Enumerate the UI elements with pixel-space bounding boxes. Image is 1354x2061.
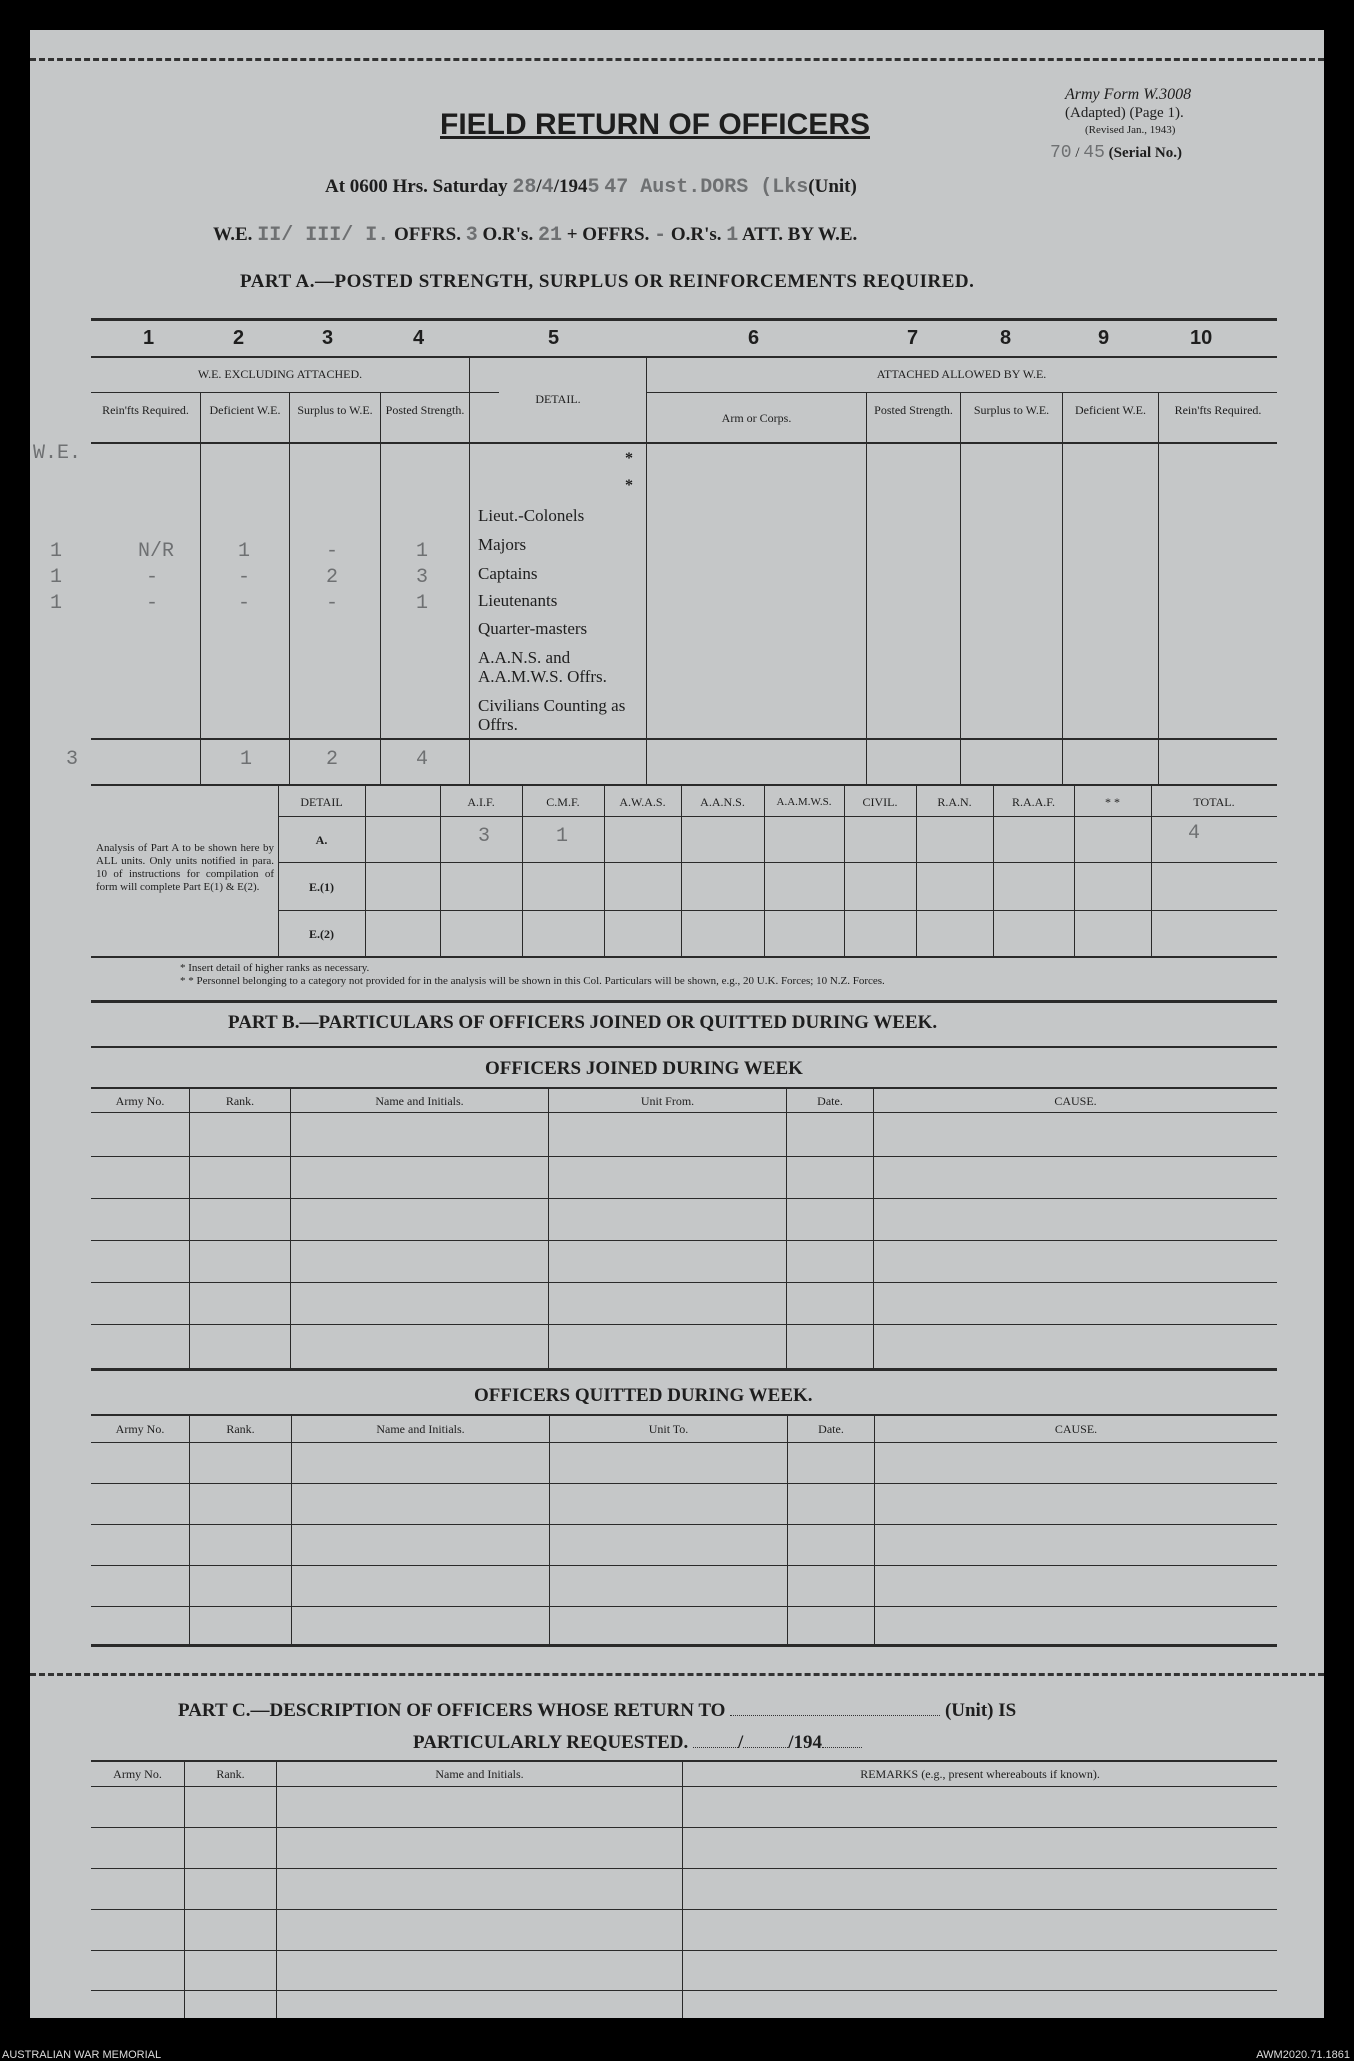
quitted-header: Unit To. [648,1422,689,1436]
col-header: Posted Strength. [385,403,465,417]
caption-left: AUSTRALIAN WAR MEMORIAL [2,2049,162,2061]
total-cell: 4 [416,748,429,771]
col-number: 3 [322,327,334,349]
col-number: 8 [1000,327,1012,349]
rule [91,738,1277,740]
perforation [30,1673,1324,1676]
rule [873,1087,874,1368]
star-marker: * [625,450,633,467]
rule [549,1414,550,1644]
header-line2: W.E. II/ III/ I. OFFRS. 3 O.R's. 21 + OFFRS. - O.R's. 1 ATT. BY W.E. [213,224,858,247]
detail-row: Majors [478,535,527,554]
day-blank[interactable] [693,1747,738,1748]
rule [91,1565,1277,1566]
caption-right: AWM2020.71.1861 [1256,2049,1350,2061]
typed-cell: 2 [326,566,339,589]
part-c-header: Army No. [113,1767,162,1781]
part-c-header: Name and Initials. [435,1767,524,1781]
rule [522,786,523,956]
col-header: Posted Strength. [874,403,953,417]
rule [91,1414,1277,1416]
unit-blank[interactable] [730,1715,940,1716]
rule [91,1282,1277,1283]
analysis-header: DETAIL [300,795,343,809]
quitted-header: Rank. [226,1422,255,1436]
margin-value: 1 [50,566,63,589]
rule [91,1760,1277,1762]
rule [91,1324,1277,1325]
rule [289,392,290,784]
analysis-header: R.A.A.F. [1011,795,1056,809]
rule [681,786,682,956]
rule [844,786,845,956]
typed-cell: 3 [416,566,429,589]
rule [189,1414,190,1644]
rule [764,786,765,956]
rule [440,786,441,956]
rule [91,1368,1277,1371]
year-blank[interactable] [822,1747,862,1748]
col-header: Deficient W.E. [209,403,281,417]
rule [786,1087,787,1368]
joined-header: Army No. [115,1094,165,1108]
typed-cell: 1 [416,540,429,563]
col-header: Surplus to W.E. [973,403,1050,417]
part-c-subtitle: PARTICULARLY REQUESTED. / /194 [413,1732,862,1754]
total-cell: 1 [240,748,253,771]
analysis-header: R.A.N. [937,795,972,809]
analysis-row-label: E.(2) [309,927,334,941]
rule [91,442,1277,444]
form-id-line3: (Revised Jan., 1943) [1085,124,1176,136]
margin-value: 1 [50,540,63,563]
col-number: 6 [748,327,760,349]
typed-cell: - [238,592,251,615]
footnote: * Insert detail of higher ranks as necessary. [180,962,370,974]
analysis-header: C.M.F. [546,795,580,809]
margin-we: W.E. [33,442,82,465]
rule [1062,392,1063,784]
rule [960,392,961,784]
rule [91,1156,1277,1157]
rule [91,1483,1277,1484]
quitted-header: Army No. [115,1422,165,1436]
rule [91,1990,1277,1991]
month-blank[interactable] [743,1747,788,1748]
col-number: 9 [1098,327,1110,349]
rule [916,786,917,956]
header-line1: At 0600 Hrs. Saturday 28/4/1945 47 Aust.DORS (Lks(Unit) [325,176,857,199]
joined-header: Unit From. [640,1094,695,1108]
col-number: 5 [548,327,560,349]
analysis-header: TOTAL. [1193,795,1235,809]
detail-row: Captains [478,564,538,583]
rule [91,1198,1277,1199]
total-cell: 2 [326,748,339,771]
rule [91,956,1277,958]
analysis-header: A.W.A.S. [619,795,666,809]
analysis-header: * * [1105,795,1120,809]
rule [469,356,470,784]
col-header: Surplus to W.E. [297,403,373,417]
analysis-header: A.A.N.S. [700,795,745,809]
rule [91,1442,1277,1443]
part-a-title: PART A.—POSTED STRENGTH, SURPLUS OR REINFORCEMENTS REQUIRED. [240,271,975,292]
group-header-left: W.E. EXCLUDING ATTACHED. [197,367,363,381]
rule [184,1760,185,2018]
quitted-header: Name and Initials. [376,1422,465,1436]
analysis-cmf: 1 [556,825,569,848]
typed-cell: N/R [138,540,175,563]
typed-cell: 1 [416,592,429,615]
col-number: 7 [907,327,919,349]
rule [993,786,994,956]
analysis-row-label: A. [315,833,328,847]
typed-cell: - [326,592,339,615]
analysis-total: 4 [1188,822,1201,845]
part-c-header: Rank. [216,1767,245,1781]
rule [278,816,1277,817]
analysis-note: Analysis of Part A to be shown here by ALL units. Only units notified in para. 10 of instructions for compilation of form will complete Part E(1) & E(2). [96,842,274,893]
analysis-row-label: E.(1) [309,880,334,894]
rule [91,1950,1277,1951]
footnote: * * Personnel belonging to a category not provided for in the analysis will be shown in this Col. Particulars will be shown, e.g., 20 U.K. Forces; 10 N.Z. Forces. [180,975,885,987]
rule [91,1046,1277,1048]
rule [91,1644,1277,1647]
rule [91,784,1277,786]
rule [91,1240,1277,1241]
col-header: Rein'fts Required. [1174,403,1262,417]
typed-cell: - [146,566,159,589]
top-perforation [30,58,1324,61]
rule [91,1000,1277,1003]
rule [290,1087,291,1368]
quitted-header: CAUSE. [1054,1422,1098,1436]
rule [91,1087,1277,1089]
rule [91,1827,1277,1828]
col-number: 2 [233,327,245,349]
col-header: Arm or Corps. [721,411,792,425]
rule [91,1909,1277,1910]
joined-header: Date. [817,1094,843,1108]
typed-cell: - [326,540,339,563]
analysis-header: CIVIL. [862,795,898,809]
quitted-header: Date. [818,1422,844,1436]
page-title: FIELD RETURN OF OFFICERS [440,108,870,141]
col-header: Deficient W.E. [1075,403,1146,417]
rule [874,1414,875,1644]
rule [189,1087,190,1368]
rule [91,1606,1277,1607]
form-id-line1: Army Form W.3008 [1065,86,1192,103]
rule [1151,786,1152,956]
detail-row: Lieutenants [478,591,558,610]
col-number: 10 [1190,327,1213,349]
rule [91,1786,1277,1787]
analysis-header: A.A.M.W.S. [776,796,832,808]
rule [380,392,381,784]
rule [200,392,201,784]
analysis-aif: 3 [478,825,491,848]
rule [646,392,1277,393]
rule [365,786,366,956]
joined-title: OFFICERS JOINED DURING WEEK [485,1058,803,1079]
rule [91,318,1277,321]
typed-cell: - [238,566,251,589]
col-header: Rein'fts Required. [102,403,189,417]
col-number: 4 [413,327,425,349]
col-header: DETAIL. [535,392,581,406]
rule [276,1760,277,2018]
rule [278,862,1277,863]
margin-value: 1 [50,592,63,615]
form-page [30,30,1324,2018]
rule [91,1868,1277,1869]
detail-row: A.A.N.S. and A.A.M.W.S. Offrs. [478,648,607,686]
part-b-title: PART B.—PARTICULARS OF OFFICERS JOINED OR QUITTED DURING WEEK. [228,1012,938,1033]
rule [91,1112,1277,1113]
rule [1074,786,1075,956]
joined-header: Rank. [225,1094,255,1108]
joined-header: CAUSE. [1054,1094,1097,1108]
rule [548,1087,549,1368]
total-margin: 3 [66,748,79,771]
group-header-right: ATTACHED ALLOWED BY W.E. [876,367,1047,381]
rule [278,910,1277,911]
col-number: 1 [143,327,155,349]
detail-row: Lieut.-Colonels [478,506,585,525]
rule [1158,392,1159,784]
rule [91,356,1277,358]
rule [866,392,867,784]
rule [682,1760,683,2018]
form-id-line2: (Adapted) (Page 1). [1065,105,1184,121]
rule [291,1414,292,1644]
typed-cell: 1 [238,540,251,563]
rule [604,786,605,956]
rule [787,1414,788,1644]
rule [91,1524,1277,1525]
serial-number: 70 / 45 (Serial No.) [1050,143,1182,163]
joined-header: Name and Initials. [375,1094,464,1108]
star-marker: * [625,477,633,494]
part-c-header: REMARKS (e.g., present whereabouts if known). [860,1767,1100,1781]
part-c-title: PART C.—DESCRIPTION OF OFFICERS WHOSE RETURN TO (Unit) IS [178,1700,1017,1721]
quitted-title: OFFICERS QUITTED DURING WEEK. [474,1385,813,1406]
detail-row: Civilians Counting as Offrs. [478,696,626,734]
typed-cell: - [146,592,159,615]
detail-row: Quarter-masters [478,619,588,638]
rule [91,392,499,393]
analysis-header: A.I.F. [467,795,495,809]
